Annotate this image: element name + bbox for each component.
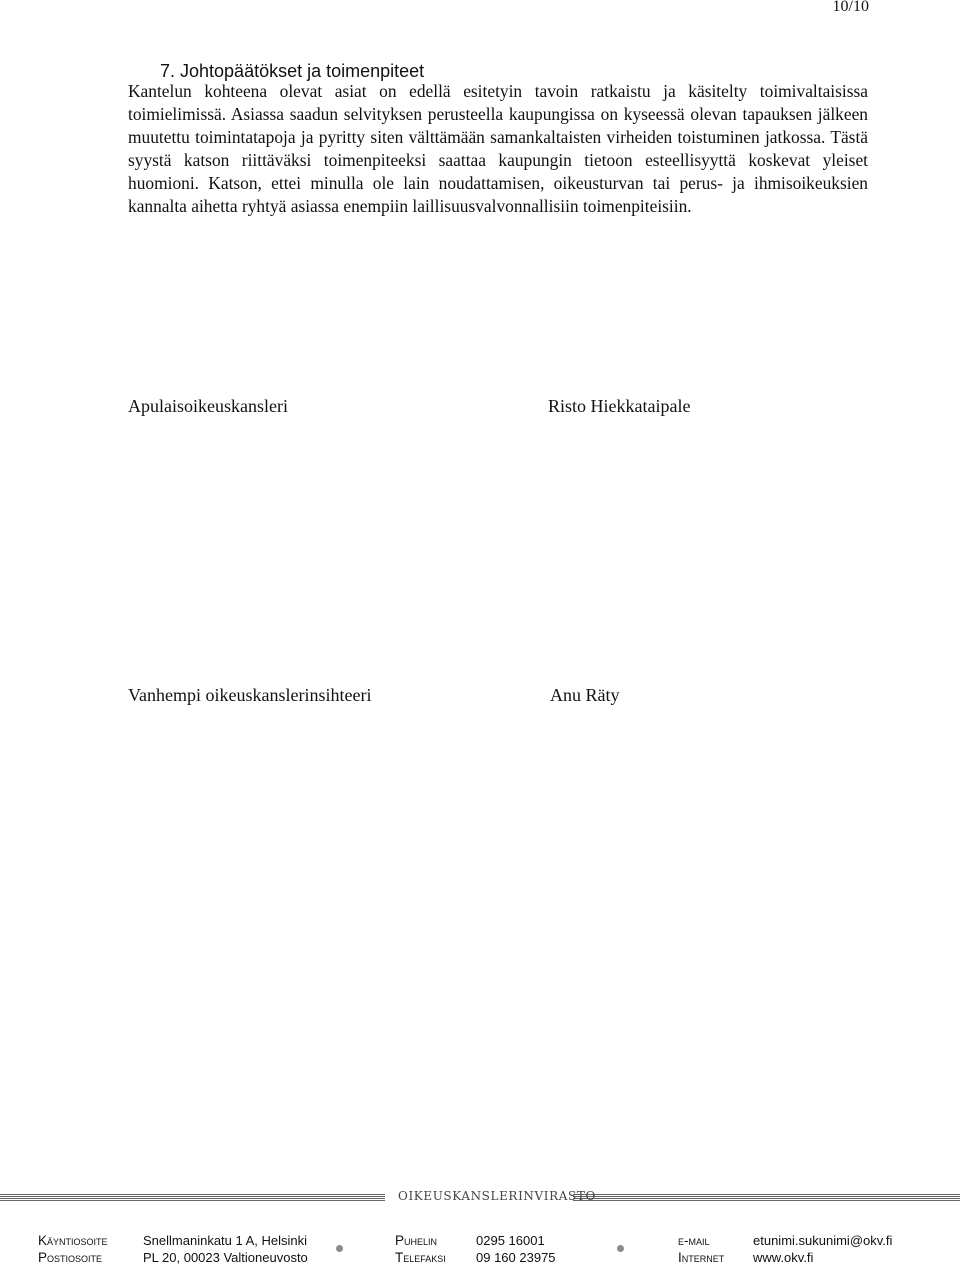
fax-label: Telefaksi [395, 1250, 446, 1265]
visiting-address-label: Käyntiosoite [38, 1233, 108, 1248]
postal-address-label: Postiosoite [38, 1250, 103, 1265]
footer-logo: OIKEUSKANSLERINVIRASTO [398, 1189, 596, 1203]
phone-number: 0295 16001 [476, 1233, 545, 1248]
visiting-address: Snellmaninkatu 1 A, Helsinki [143, 1233, 308, 1248]
page-number: 10/10 [832, 0, 869, 15]
footer-bullet-icon [617, 1245, 624, 1252]
signature-name-1: Risto Hiekkataipale [548, 396, 691, 416]
signature-title-2: Vanhempi oikeuskanslerinsihteeri [128, 685, 372, 705]
signature-name-2: Anu Räty [550, 685, 620, 705]
internet-label: Internet [678, 1250, 725, 1265]
signature-title-1: Apulaisoikeuskansleri [128, 396, 288, 416]
email-address: etunimi.sukunimi@okv.fi [753, 1233, 893, 1248]
footer-bullet-icon [336, 1245, 343, 1252]
phone-label: Puhelin [395, 1233, 438, 1248]
email-label: e-mail [678, 1233, 710, 1248]
fax-number: 09 160 23975 [476, 1250, 556, 1265]
conclusion-paragraph: Kantelun kohteena olevat asiat on edellä esitetyin tavoin ratkaistu ja käsitelty toimivaltaisissa toimielimissä. Asiassa saadun selvityksen perusteella kaupungissa on kyseessä olevan tapauksen jälkeen muutettu toimintatapoja ja pyritty siten välttämään samankaltaisten virheiden toistuminen jatkossa. Tästä syystä katson riittäväksi toimenpiteeksi saattaa kaupungin tietoon esteellisyyttä koskevat yleiset huomioni. Katson, ettei minulla ole lain noudattamisen, oikeusturvan tai perus- ja ihmisoikeuksien kannalta aihetta ryhtyä asiassa enempiin laillisuusvalvonnallisiin toimenpiteisiin. [128, 81, 868, 216]
postal-address: PL 20, 00023 Valtioneuvosto [143, 1250, 308, 1265]
website-address: www.okv.fi [753, 1250, 814, 1265]
section-heading: 7. Johtopäätökset ja toimenpiteet [160, 61, 425, 81]
